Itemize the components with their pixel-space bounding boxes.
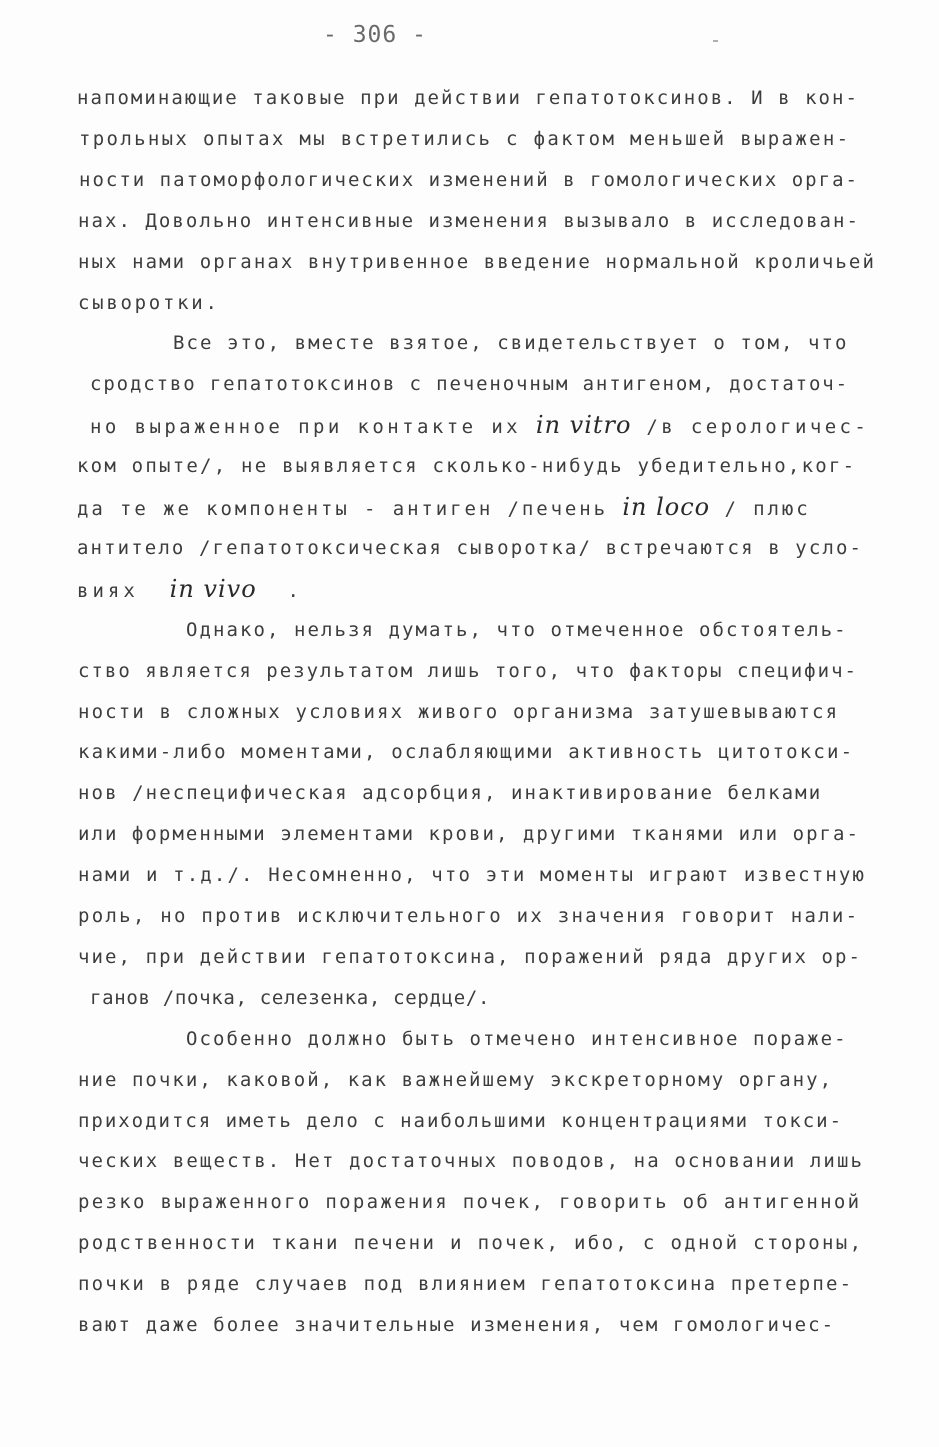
text-line: ности патоморфологических изменений в гомологических орга- xyxy=(79,169,859,191)
text-line: или форменными элементами крови, другими тканями или орга- xyxy=(78,823,861,845)
text-line: Особенно должно быть отмечено интенсивное пораже- xyxy=(186,1028,848,1050)
text-line: ности в сложных условиях живого организма затушевываются xyxy=(78,701,840,723)
text-line: нами и т.д./. Несомненно, что эти моменты играют известную xyxy=(78,864,867,886)
text-segment: / плюс xyxy=(710,498,811,520)
text-line: вают даже более значительные изменения, чем гомологичес- xyxy=(78,1314,836,1336)
text-line: ганов /почка, селезенка, сердце/. xyxy=(90,987,491,1009)
text-segment: /в серологичес- xyxy=(631,416,870,438)
text-line: сродство гепатотоксинов с печеночным антигеном, достаточ- xyxy=(90,373,849,395)
text-line: ство является результатом лишь того, что факторы специфич- xyxy=(78,660,858,682)
text-line: родственности ткани печени и почек, ибо, с одной стороны, xyxy=(78,1232,864,1254)
text-line: ком опыте/, не выявляется сколько-нибудь убедительно,ког- xyxy=(77,455,857,477)
handwritten-latin-term: in vitro xyxy=(535,411,632,439)
text-line: напоминающие таковые при действии гепатотоксинов. И в кон- xyxy=(77,87,860,109)
text-line xyxy=(77,569,303,609)
page-number: - 306 - xyxy=(323,22,427,48)
text-line xyxy=(77,487,811,527)
text-line: Однако, нельзя думать, что отмеченное обстоятель- xyxy=(186,619,848,641)
text-line: роль, но против исключительного их значения говорит нали- xyxy=(78,905,860,927)
handwritten-latin-term: in vivo xyxy=(169,575,257,603)
scan-speck xyxy=(713,40,718,42)
handwritten-latin-term: in loco xyxy=(622,493,711,521)
text-line: Все это, вместе взятое, свидетельствует о том, что xyxy=(173,332,849,354)
text-segment: виях xyxy=(77,580,170,602)
text-line: ных нами органах внутривенное введение нормальной кроличьей xyxy=(78,251,876,273)
text-line: какими-либо моментами, ослабляющими активность цитотокси- xyxy=(78,741,855,763)
text-segment: да те же компоненты - антиген /печень xyxy=(77,498,623,520)
text-segment: но выраженное при контакте их xyxy=(90,416,536,438)
text-line: нов /неспецифическая адсорбция, инактивирование белками xyxy=(78,782,823,804)
text-line: сыворотки. xyxy=(78,292,220,314)
text-line: резко выраженного поражения почек, говорить об антигенной xyxy=(78,1191,862,1213)
text-line: нах. Довольно интенсивные изменения вызывало в исследован- xyxy=(78,210,861,232)
text-line: почки в ряде случаев под влиянием гепатотоксина претерпе- xyxy=(78,1273,854,1295)
text-line: антитело /гепатотоксическая сыворотка/ встречаются в усло- xyxy=(77,537,864,559)
text-line: чие, при действии гепатотоксина, поражений ряда других ор- xyxy=(78,946,863,968)
text-line: трольных опытах мы встретились с фактом меньшей выражен- xyxy=(79,128,851,150)
text-line: ческих веществ. Нет достаточных поводов, на основании лишь xyxy=(78,1150,865,1172)
text-segment: . xyxy=(256,580,303,602)
text-line: приходится иметь дело с наибольшими концентрациями токси- xyxy=(78,1110,844,1132)
text-line: ние почки, каковой, как важнейшему экскреторному органу, xyxy=(78,1069,834,1091)
text-line xyxy=(90,405,869,445)
